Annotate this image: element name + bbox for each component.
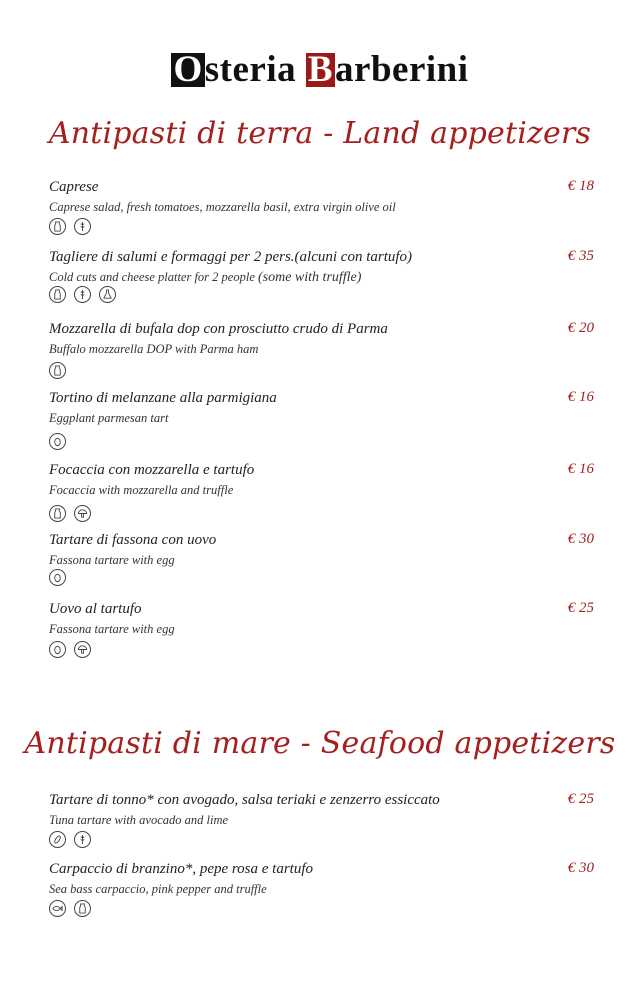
- milk-allergen-icon: [49, 362, 66, 379]
- item-name: Mozzarella di bufala dop con prosciutto crudo di Parma: [49, 321, 388, 337]
- allergen-icons: [49, 831, 91, 848]
- logo-word-barberini: arberini: [335, 49, 469, 90]
- mushroom-allergen-icon: [74, 641, 91, 658]
- gluten-allergen-icon: [74, 831, 91, 848]
- item-description-extra: (some with truffle): [258, 270, 362, 285]
- menu-item: [49, 320, 594, 357]
- item-price: € 25: [567, 600, 594, 616]
- menu-item: [49, 461, 594, 498]
- restaurant-logo: [0, 48, 640, 91]
- section-title-seafood: Antipasti di mare - Seafood appetizers: [24, 726, 616, 761]
- allergen-icons: [49, 362, 66, 379]
- item-name: Uovo al tartufo: [49, 601, 142, 617]
- milk-allergen-icon: [74, 900, 91, 917]
- allergen-icons: [49, 218, 91, 235]
- egg-allergen-icon: [49, 433, 66, 450]
- sesame-allergen-icon: [49, 831, 66, 848]
- allergen-icons: [49, 900, 91, 917]
- fish-allergen-icon: [49, 900, 66, 917]
- item-description: Cold cuts and cheese platter for 2 people: [49, 270, 255, 284]
- item-description: Fassona tartare with egg: [49, 622, 175, 636]
- item-name: Tartare di tonno* con avogado, salsa teriaki e zenzerro essiccato: [49, 792, 440, 808]
- menu-item: [49, 860, 594, 897]
- item-name: Caprese: [49, 179, 99, 195]
- milk-allergen-icon: [49, 286, 66, 303]
- mushroom-allergen-icon: [74, 505, 91, 522]
- item-price: € 30: [567, 531, 594, 547]
- allergen-icons: [49, 505, 91, 522]
- gluten-allergen-icon: [74, 286, 91, 303]
- item-description: Sea bass carpaccio, pink pepper and truffle: [49, 882, 267, 896]
- item-description: Buffalo mozzarella DOP with Parma ham: [49, 342, 259, 356]
- item-price: € 16: [567, 389, 594, 405]
- item-price: € 16: [567, 461, 594, 477]
- milk-allergen-icon: [49, 218, 66, 235]
- logo-letter-o: O: [173, 49, 203, 90]
- menu-item: [49, 600, 594, 637]
- item-price: € 20: [567, 320, 594, 336]
- menu-item: [49, 791, 594, 828]
- item-description: Eggplant parmesan tart: [49, 411, 169, 425]
- menu-item: [49, 248, 594, 286]
- item-name: Tartare di fassona con uovo: [49, 532, 217, 548]
- item-description: Caprese salad, fresh tomatoes, mozzarella basil, extra virgin olive oil: [49, 200, 396, 214]
- allergen-icons: [49, 569, 66, 586]
- item-price: € 35: [567, 248, 594, 264]
- allergen-icons: [49, 433, 66, 450]
- milk-allergen-icon: [49, 505, 66, 522]
- item-price: € 18: [567, 178, 594, 194]
- item-description: Tuna tartare with avocado and lime: [49, 813, 229, 827]
- allergen-icons: [49, 286, 116, 303]
- item-name: Tagliere di salumi e formaggi per 2 pers.(alcuni con tartufo): [49, 249, 413, 265]
- menu-item: [49, 389, 594, 426]
- item-description: Fassona tartare with egg: [49, 553, 175, 567]
- item-description: Focaccia with mozzarella and truffle: [49, 483, 234, 497]
- section-title-land: Antipasti di terra - Land appetizers: [48, 116, 592, 151]
- sulphites-allergen-icon: [99, 286, 116, 303]
- gluten-allergen-icon: [74, 218, 91, 235]
- item-name: Carpaccio di branzino*, pepe rosa e tartufo: [49, 861, 314, 877]
- item-price: € 25: [567, 791, 594, 807]
- menu-item: [49, 178, 594, 215]
- logo-word-osteria: steria: [204, 49, 306, 90]
- item-description-line: [49, 269, 594, 286]
- menu-item: [49, 531, 594, 568]
- item-price: € 30: [567, 860, 594, 876]
- logo-letter-b: B: [307, 49, 334, 90]
- allergen-icons: [49, 641, 91, 658]
- egg-allergen-icon: [49, 569, 66, 586]
- item-name: Focaccia con mozzarella e tartufo: [49, 462, 255, 478]
- item-name: Tortino di melanzane alla parmigiana: [49, 390, 277, 406]
- egg-allergen-icon: [49, 641, 66, 658]
